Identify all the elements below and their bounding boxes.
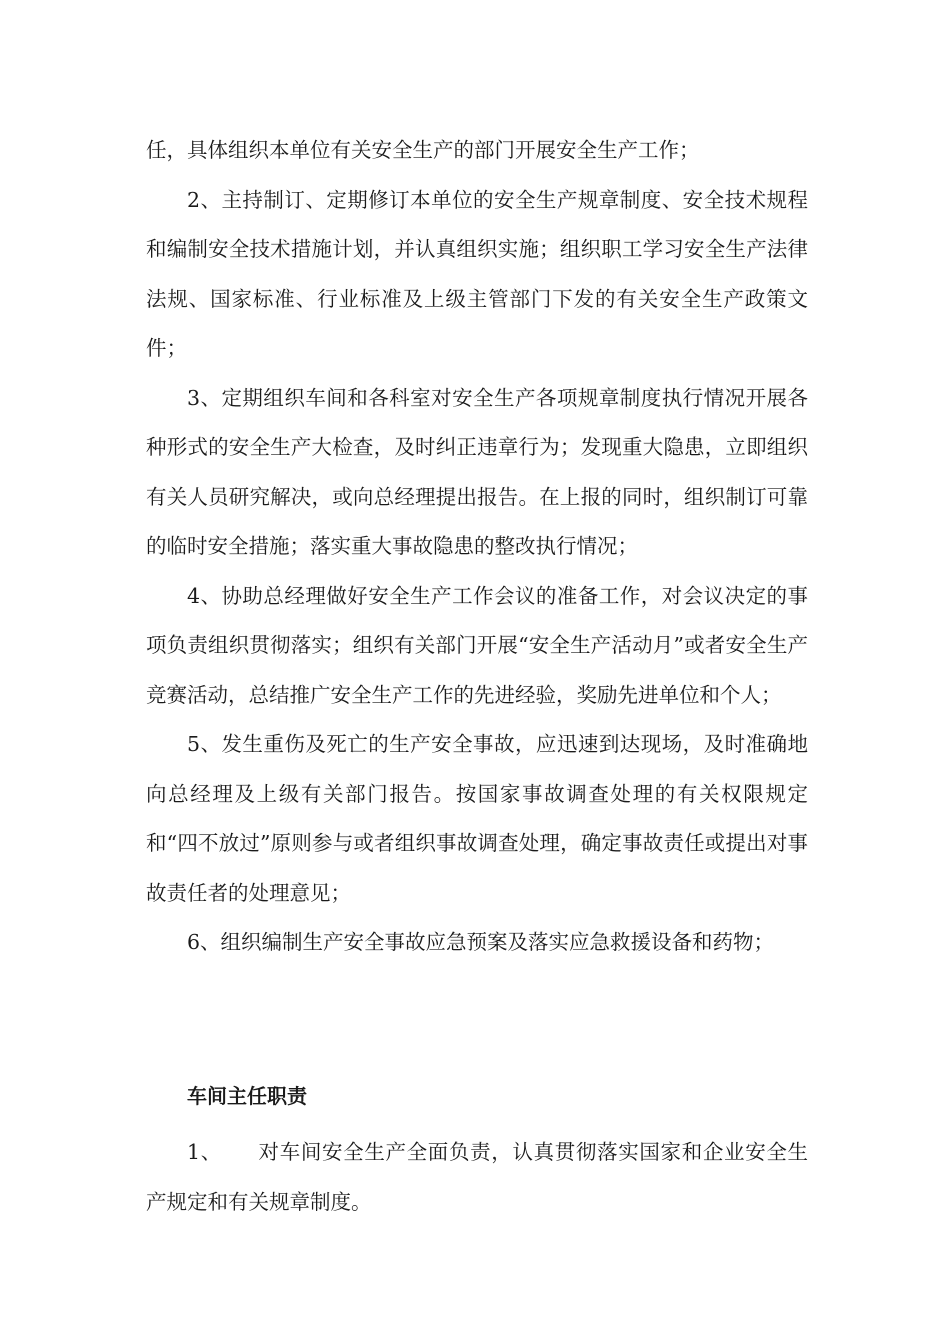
paragraph-item-5: 5、发生重伤及死亡的生产安全事故，应迅速到达现场，及时准确地向总经理及上级有关部门报告。按国家事故调查处理的有关权限规定和“四不放过”原则参与或者组织事故调查处理，确定事故责任或提出对事故责任者的处理意见； (146, 732, 808, 905)
paragraph-item-3: 3、定期组织车间和各科室对安全生产各项规章制度执行情况开展各种形式的安全生产大检查，及时纠正违章行为；发现重大隐患，立即组织有关人员研究解决，或向总经理提出报告。在上报的同时，组织制订可靠的临时安全措施；落实重大事故隐患的整改执行情况； (146, 385, 808, 558)
section-item-text: 对车间安全生产全面负责，认真贯彻落实国家和企业安全生产规定和有关规章制度。 (146, 1140, 809, 1214)
paragraph-item-2: 2、主持制订、定期修订本单位的安全生产规章制度、安全技术规程和编制安全技术措施计划，并认真组织实施；组织职工学习安全生产法律法规、国家标准、行业标准及上级主管部门下发的有关安全生产政策文件； (146, 187, 808, 360)
section-body (146, 1128, 808, 1227)
duties-body (146, 126, 808, 968)
section-item-number: 1、 (187, 1140, 222, 1164)
section-heading: 车间主任职责 (187, 1084, 307, 1108)
paragraph-item-4: 4、协助总经理做好安全生产工作会议的准备工作，对会议决定的事项负责组织贯彻落实；组织有关部门开展“安全生产活动月”或者安全生产竞赛活动，总结推广安全生产工作的先进经验，奖励先进单位和个人； (146, 583, 808, 707)
paragraph-item-6: 6、组织编制生产安全事故应急预案及落实应急救援设备和药物； (187, 930, 775, 954)
section-item-1 (146, 1128, 808, 1227)
paragraph-continuation: 任，具体组织本单位有关安全生产的部门开展安全生产工作； (146, 138, 700, 162)
